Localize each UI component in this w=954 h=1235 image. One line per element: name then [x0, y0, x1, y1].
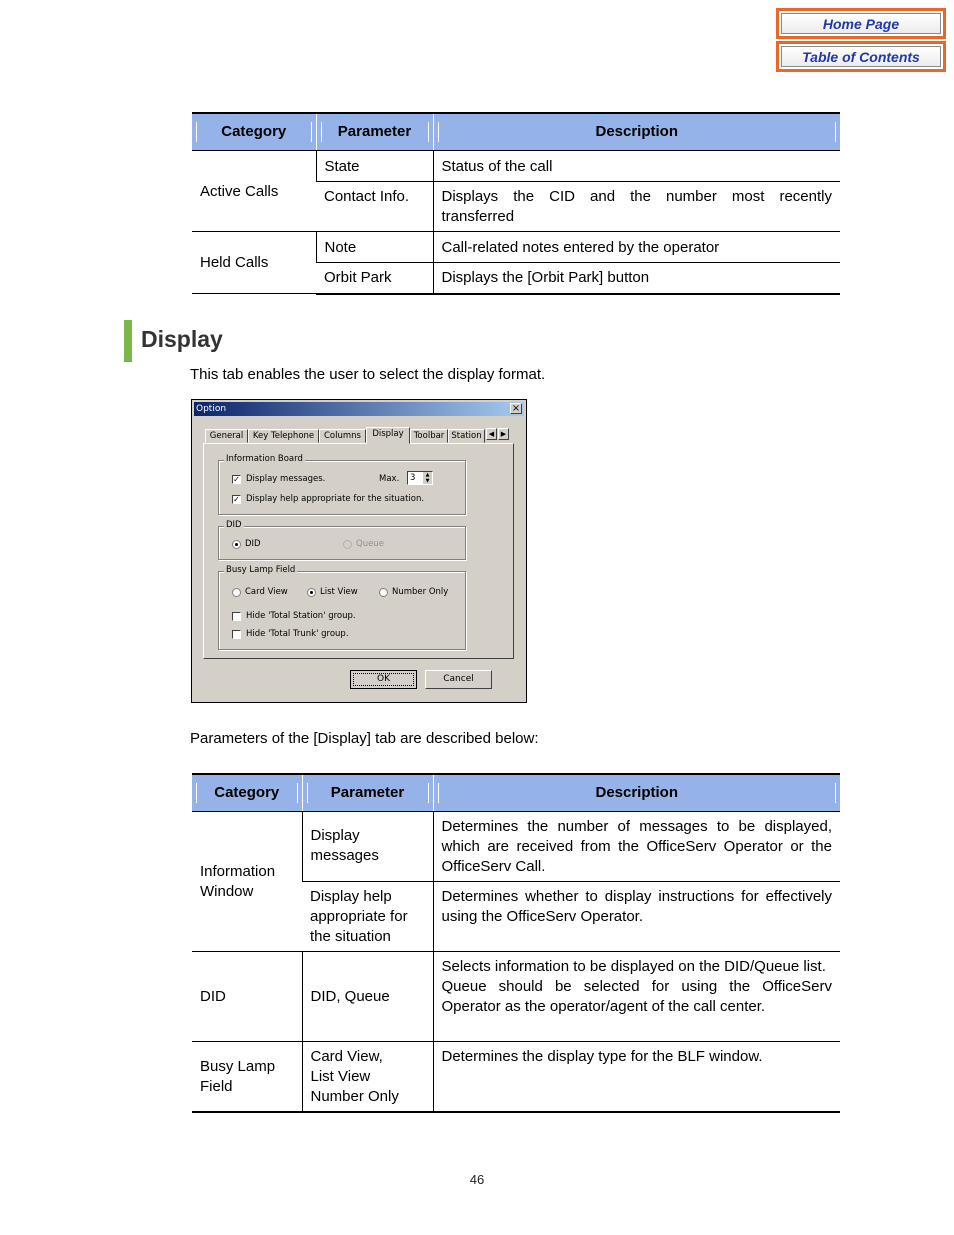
- tab-display[interactable]: Display: [366, 427, 410, 444]
- description-cell: Determines the number of messages to be displayed, which are received from the OfficeServ Operator or the OfficeServ Call.: [433, 812, 840, 882]
- table-header-cell: Parameter: [302, 774, 433, 812]
- category-cell: Busy Lamp Field: [192, 1042, 302, 1113]
- information-board-label: Information Board: [226, 454, 303, 464]
- category-cell: DID: [192, 952, 302, 1042]
- information-board-group: [218, 454, 466, 515]
- checkbox-checked-icon: ✓: [233, 494, 240, 504]
- radio-icon: [379, 588, 388, 597]
- category-cell: Active Calls: [192, 151, 316, 232]
- parameter-cell: Orbit Park: [316, 263, 433, 294]
- card-view-radio[interactable]: Card View: [232, 587, 288, 597]
- table-header-cell: Parameter: [316, 113, 433, 151]
- table-header-cell: Description: [433, 774, 840, 812]
- parameter-cell: Note: [316, 232, 433, 263]
- description-cell: Status of the call: [433, 151, 840, 182]
- dialog-title: Option: [196, 404, 227, 414]
- parameter-cell: State: [316, 151, 433, 182]
- parameter-cell: DID, Queue: [302, 952, 433, 1042]
- tab-station[interactable]: Station: [448, 429, 485, 443]
- parameter-cell: Display help appropriate for the situation: [302, 882, 433, 952]
- max-messages-spinner[interactable]: 3 ▲ ▼: [407, 471, 433, 485]
- page-number: 46: [469, 1172, 485, 1187]
- radio-icon: [343, 540, 352, 549]
- table-row: [192, 232, 840, 263]
- parameter-cell: Display messages: [302, 812, 433, 882]
- tab-scroll-left-icon[interactable]: ◀: [486, 428, 497, 440]
- ok-button[interactable]: OK: [350, 670, 417, 689]
- spin-down-icon[interactable]: ▼: [423, 478, 432, 484]
- did-radio[interactable]: DID: [232, 539, 261, 549]
- dialog-titlebar: [194, 402, 524, 416]
- table-header-cell: Category: [192, 113, 316, 151]
- display-messages-checkbox[interactable]: ✓ Display messages.: [233, 474, 326, 484]
- tab-general[interactable]: General: [205, 429, 248, 443]
- table-header-cell: Category: [192, 774, 302, 812]
- table-of-contents-button[interactable]: [776, 41, 946, 72]
- option-dialog: [191, 399, 527, 703]
- table-row: [192, 952, 840, 1042]
- tab-columns[interactable]: Columns: [319, 429, 366, 443]
- section-title: Display: [141, 326, 223, 352]
- table-header-row: [192, 774, 840, 812]
- description-cell: Call-related notes entered by the operator: [433, 232, 840, 263]
- section-intro: This tab enables the user to select the display format.: [190, 366, 546, 383]
- tab-scroll-right-icon[interactable]: ▶: [498, 428, 509, 440]
- calls-parameter-table: [192, 112, 840, 295]
- parameter-cell: Card View, List View Number Only: [302, 1042, 433, 1113]
- category-cell: Held Calls: [192, 232, 316, 294]
- number-only-radio[interactable]: Number Only: [379, 587, 448, 597]
- hide-total-station-checkbox[interactable]: Hide 'Total Station' group.: [232, 611, 356, 621]
- description-cell: Determines the display type for the BLF window.: [433, 1042, 840, 1113]
- table-row: [192, 1042, 840, 1113]
- busy-lamp-field-label: Busy Lamp Field: [226, 565, 296, 575]
- tab-key-telephone[interactable]: Key Telephone: [248, 429, 319, 443]
- radio-selected-icon: [232, 540, 241, 549]
- did-group: [218, 520, 466, 560]
- display-help-checkbox[interactable]: ✓ Display help appropriate for the situation.: [233, 494, 425, 504]
- queue-radio: Queue: [343, 539, 384, 549]
- home-page-label[interactable]: Home Page: [781, 13, 941, 34]
- tab-toolbar[interactable]: Toolbar: [410, 429, 448, 443]
- description-line: Queue should be selected for using the OfficeServ Operator as the operator/agent of the call center.: [441, 978, 832, 1015]
- checkbox-icon: [232, 612, 241, 621]
- table-of-contents-label[interactable]: Table of Contents: [781, 46, 941, 67]
- description-line: Selects information to be displayed on the DID/Queue list.: [441, 958, 826, 975]
- did-group-label: DID: [226, 520, 242, 530]
- cancel-button[interactable]: Cancel: [425, 670, 492, 689]
- category-cell: Information Window: [192, 812, 302, 952]
- display-tab-panel: [203, 443, 514, 659]
- table-header-row: [192, 113, 840, 151]
- description-cell: Displays the [Orbit Park] button: [433, 263, 840, 294]
- spin-up-icon[interactable]: ▲: [423, 472, 432, 478]
- checkbox-icon: [232, 630, 241, 639]
- hide-total-trunk-checkbox[interactable]: Hide 'Total Trunk' group.: [232, 629, 349, 639]
- busy-lamp-field-group: [218, 565, 466, 650]
- close-icon[interactable]: ×: [511, 403, 521, 414]
- max-label: Max.: [379, 474, 400, 484]
- radio-icon: [232, 588, 241, 597]
- home-page-button[interactable]: [776, 8, 946, 39]
- description-cell: Displays the CID and the number most recently transferred: [433, 182, 840, 232]
- radio-selected-icon: [307, 588, 316, 597]
- parameters-intro: Parameters of the [Display] tab are described below:: [190, 730, 539, 747]
- list-view-radio[interactable]: List View: [307, 587, 358, 597]
- section-accent-bar: [124, 320, 132, 362]
- table-header-cell: Description: [433, 113, 840, 151]
- table-row: [192, 812, 840, 882]
- description-cell: [433, 952, 840, 1042]
- display-parameter-table: [192, 773, 840, 1113]
- description-cell: Determines whether to display instructions for effectively using the OfficeServ Operator.: [433, 882, 840, 952]
- checkbox-checked-icon: ✓: [233, 474, 240, 484]
- table-row: [192, 151, 840, 182]
- parameter-cell: Contact Info.: [316, 182, 433, 232]
